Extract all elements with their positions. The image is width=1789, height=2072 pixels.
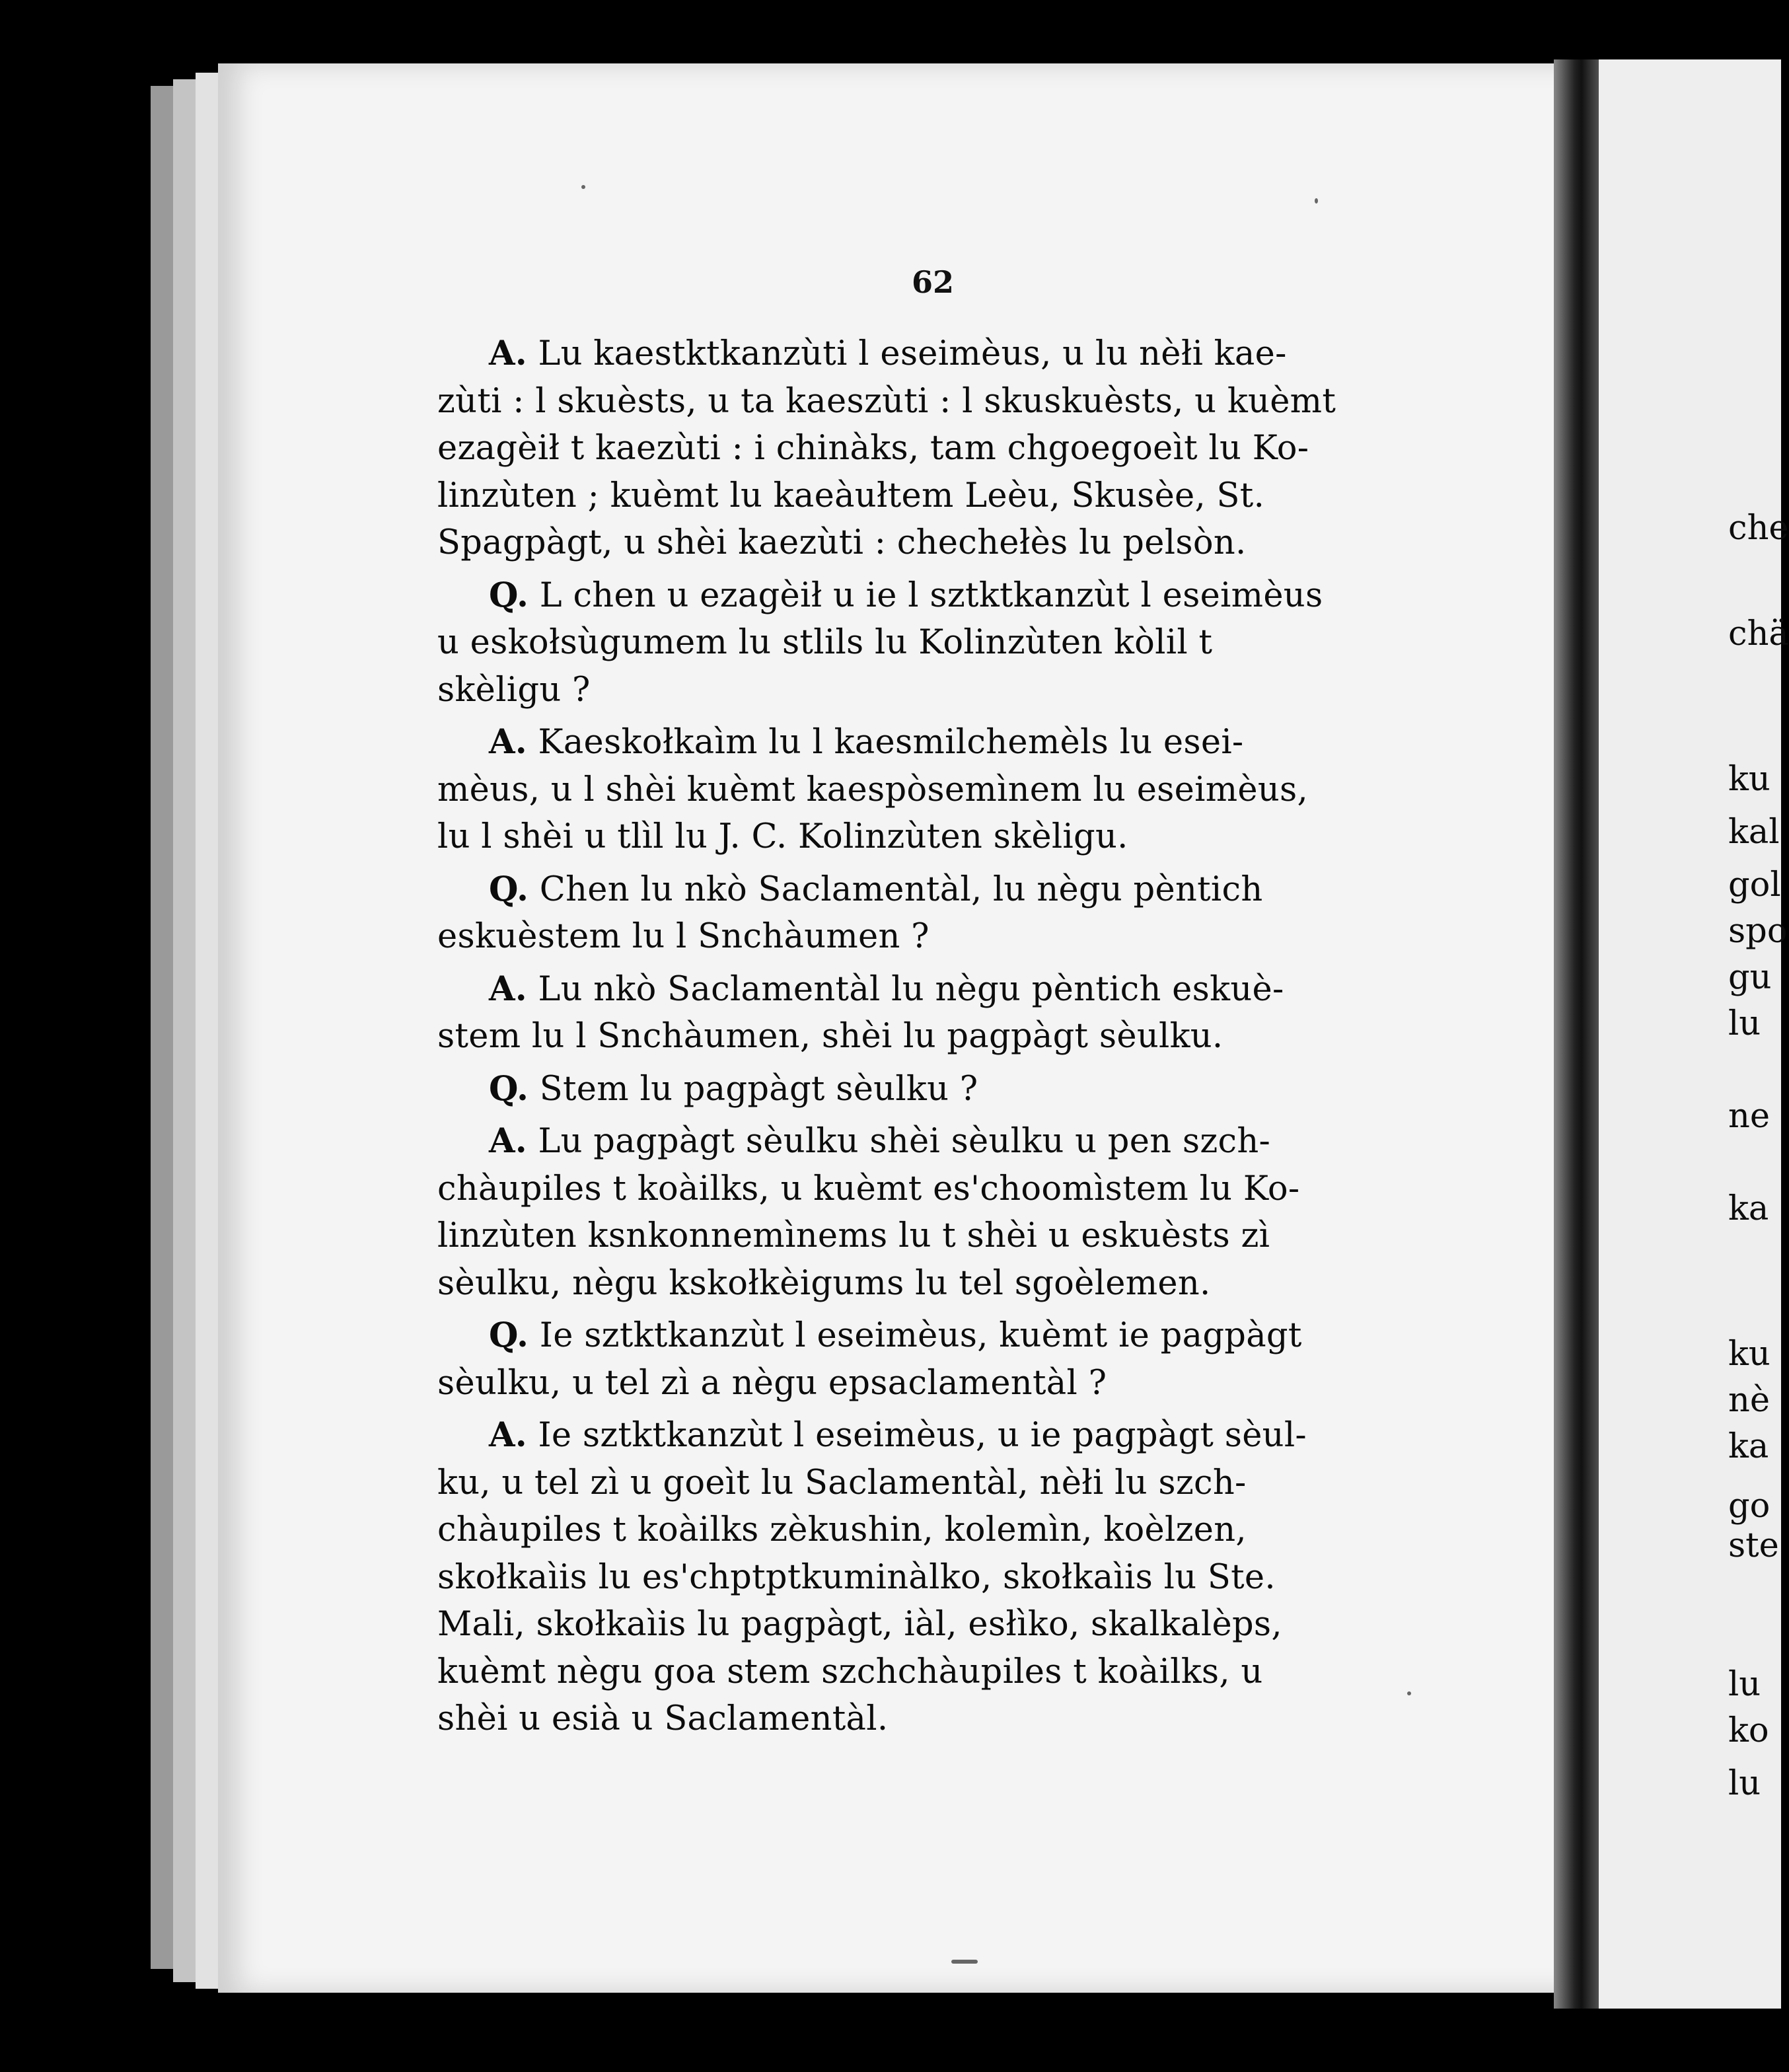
line-text: Lu nkò Saclamentàl lu nègu pèntich eskuè-	[538, 969, 1284, 1009]
line-text: Kaeskołkaìm lu l kaesmilchemèls lu esei-	[538, 723, 1244, 762]
text-line	[437, 1506, 1408, 1554]
text-line	[437, 1212, 1408, 1260]
text-line	[437, 619, 1408, 667]
facing-page-fragment: ste	[1728, 1526, 1779, 1565]
text-line	[437, 1360, 1408, 1407]
question-paragraph	[437, 1066, 1408, 1113]
speaker-marker: A.	[489, 334, 527, 373]
line-text: shèi u esià u Saclamentàl.	[437, 1699, 889, 1738]
line-text: u eskołsùgumem lu stlils lu Kolinzùten kòlil t	[437, 623, 1213, 662]
answer-paragraph	[437, 719, 1408, 861]
text-line	[437, 1066, 1408, 1113]
line-text: skèligu ?	[437, 670, 591, 710]
line-text: Mali, skołkaìis lu pagpàgt, iàl, esłìko, skalkalèps,	[437, 1605, 1282, 1644]
facing-page-fragment: ne	[1728, 1097, 1771, 1136]
line-text: Ie sztktkanzùt l eseimèus, kuèmt ie pagpàgt	[539, 1316, 1302, 1355]
text-line	[437, 572, 1408, 620]
page-number: 62	[912, 264, 955, 300]
line-text: Spagpàgt, u shèi kaezùti : chechełès lu pelsòn.	[437, 523, 1247, 562]
scan-speck	[951, 1960, 978, 1964]
line-text: Stem lu pagpàgt sèulku ?	[539, 1069, 978, 1109]
line-text: Ie sztktkanzùt l eseimèus, u ie pagpàgt sèul-	[538, 1416, 1307, 1455]
text-line	[437, 519, 1408, 567]
text-line	[437, 330, 1408, 378]
text-line	[437, 866, 1408, 914]
question-paragraph	[437, 866, 1408, 961]
facing-page-fragment: ku	[1728, 1335, 1771, 1374]
scan-speck	[1407, 1691, 1411, 1695]
text-line	[437, 472, 1408, 520]
facing-page-fragment: spo	[1728, 912, 1788, 951]
line-text: Chen lu nkò Saclamentàl, lu nègu pèntich	[539, 870, 1263, 909]
speaker-marker: Q.	[489, 1068, 529, 1109]
line-text: linzùten ksnkonnemìnems lu t shèi u eskuèsts zì	[437, 1216, 1270, 1255]
facing-page-fragment: ku	[1728, 760, 1771, 799]
text-line	[437, 1118, 1408, 1166]
speaker-marker: Q.	[489, 575, 529, 615]
line-text: ku, u tel zì u goeìt lu Saclamentàl, nèłi lu szch-	[437, 1463, 1247, 1502]
line-text: Lu kaestktkanzùti l eseimèus, u lu nèłi kae-	[538, 334, 1287, 373]
line-text: chàupiles t koàilks zèkushin, kolemìn, koèlzen,	[437, 1510, 1247, 1549]
text-line	[437, 1412, 1408, 1460]
catechism-text	[437, 330, 1408, 1748]
speaker-marker: Q.	[489, 869, 529, 909]
line-text: kuèmt nègu goa stem szchchàupiles t koàilks, u	[437, 1652, 1263, 1691]
speaker-marker: Q.	[489, 1315, 529, 1355]
text-line	[437, 913, 1408, 961]
line-text: linzùten ; kuèmt lu kaeàułtem Leèu, Skusèe, St.	[437, 476, 1265, 515]
facing-page-fragment: lu	[1728, 1764, 1761, 1803]
facing-page-fragment: chä	[1728, 614, 1789, 653]
facing-page-fragment: nè	[1728, 1381, 1771, 1420]
speaker-marker: A.	[489, 1121, 527, 1161]
line-text: stem lu l Snchàumen, shèi lu pagpàgt sèulku.	[437, 1017, 1223, 1056]
speaker-marker: A.	[489, 969, 527, 1009]
line-text: skołkaìis lu es'chptptkuminàlko, skołkaìis lu Ste.	[437, 1557, 1276, 1597]
line-text: L chen u ezagèił u ie l sztktkanzùt l eseimèus	[539, 575, 1323, 615]
text-line	[437, 966, 1408, 1014]
line-text: ezagèił t kaezùti : i chinàks, tam chgoegoeìt lu Ko-	[437, 429, 1309, 468]
text-line	[437, 719, 1408, 766]
line-text: sèulku, nègu kskołkèigums lu tel sgoèlemen.	[437, 1263, 1211, 1303]
facing-page-fragment: ka	[1728, 1189, 1769, 1228]
answer-paragraph	[437, 1412, 1408, 1743]
scan-speck	[1315, 198, 1318, 204]
answer-paragraph	[437, 330, 1408, 567]
text-line	[437, 1260, 1408, 1308]
text-line	[437, 1601, 1408, 1648]
facing-page-fragment: gu	[1728, 958, 1772, 997]
facing-page-fragment: ka	[1728, 1427, 1769, 1466]
facing-page-fragment: gol	[1728, 866, 1781, 905]
line-text: lu l shèi u tlìl lu J. C. Kolinzùten skèligu.	[437, 817, 1128, 856]
text-line	[437, 1166, 1408, 1213]
facing-page-fragment: lu	[1728, 1004, 1761, 1043]
facing-page-fragment: che	[1728, 509, 1789, 548]
line-text: zùti : l skuèsts, u ta kaeszùti : l skuskuèsts, u kuèmt	[437, 381, 1336, 421]
text-line	[437, 378, 1408, 426]
facing-page-fragment: go	[1728, 1487, 1771, 1526]
speaker-marker: A.	[489, 1415, 527, 1455]
book-gutter	[1554, 59, 1600, 2009]
facing-page-fragment: kal	[1728, 813, 1780, 852]
line-text: Lu pagpàgt sèulku shèi sèulku u pen szch-	[538, 1122, 1271, 1161]
text-line	[437, 1554, 1408, 1602]
question-paragraph	[437, 572, 1408, 714]
answer-paragraph	[437, 1118, 1408, 1307]
text-line	[437, 813, 1408, 861]
text-line	[437, 1695, 1408, 1743]
text-line	[437, 1312, 1408, 1360]
text-line	[437, 425, 1408, 472]
scan-speck	[581, 185, 585, 189]
text-line	[437, 1460, 1408, 1507]
text-line	[437, 667, 1408, 714]
line-text: eskuèstem lu l Snchàumen ?	[437, 917, 930, 956]
text-line	[437, 1648, 1408, 1696]
speaker-marker: A.	[489, 722, 527, 762]
text-line	[437, 766, 1408, 814]
line-text: mèus, u l shèi kuèmt kaespòsemìnem lu eseimèus,	[437, 770, 1309, 809]
facing-page-fragment: ko	[1728, 1711, 1769, 1750]
text-line	[437, 1013, 1408, 1060]
facing-page-fragment: lu	[1728, 1665, 1761, 1704]
line-text: sèulku, u tel zì a nègu epsaclamentàl ?	[437, 1363, 1107, 1403]
line-text: chàupiles t koàilks, u kuèmt es'choomìstem lu Ko-	[437, 1169, 1300, 1208]
question-paragraph	[437, 1312, 1408, 1407]
answer-paragraph	[437, 966, 1408, 1060]
